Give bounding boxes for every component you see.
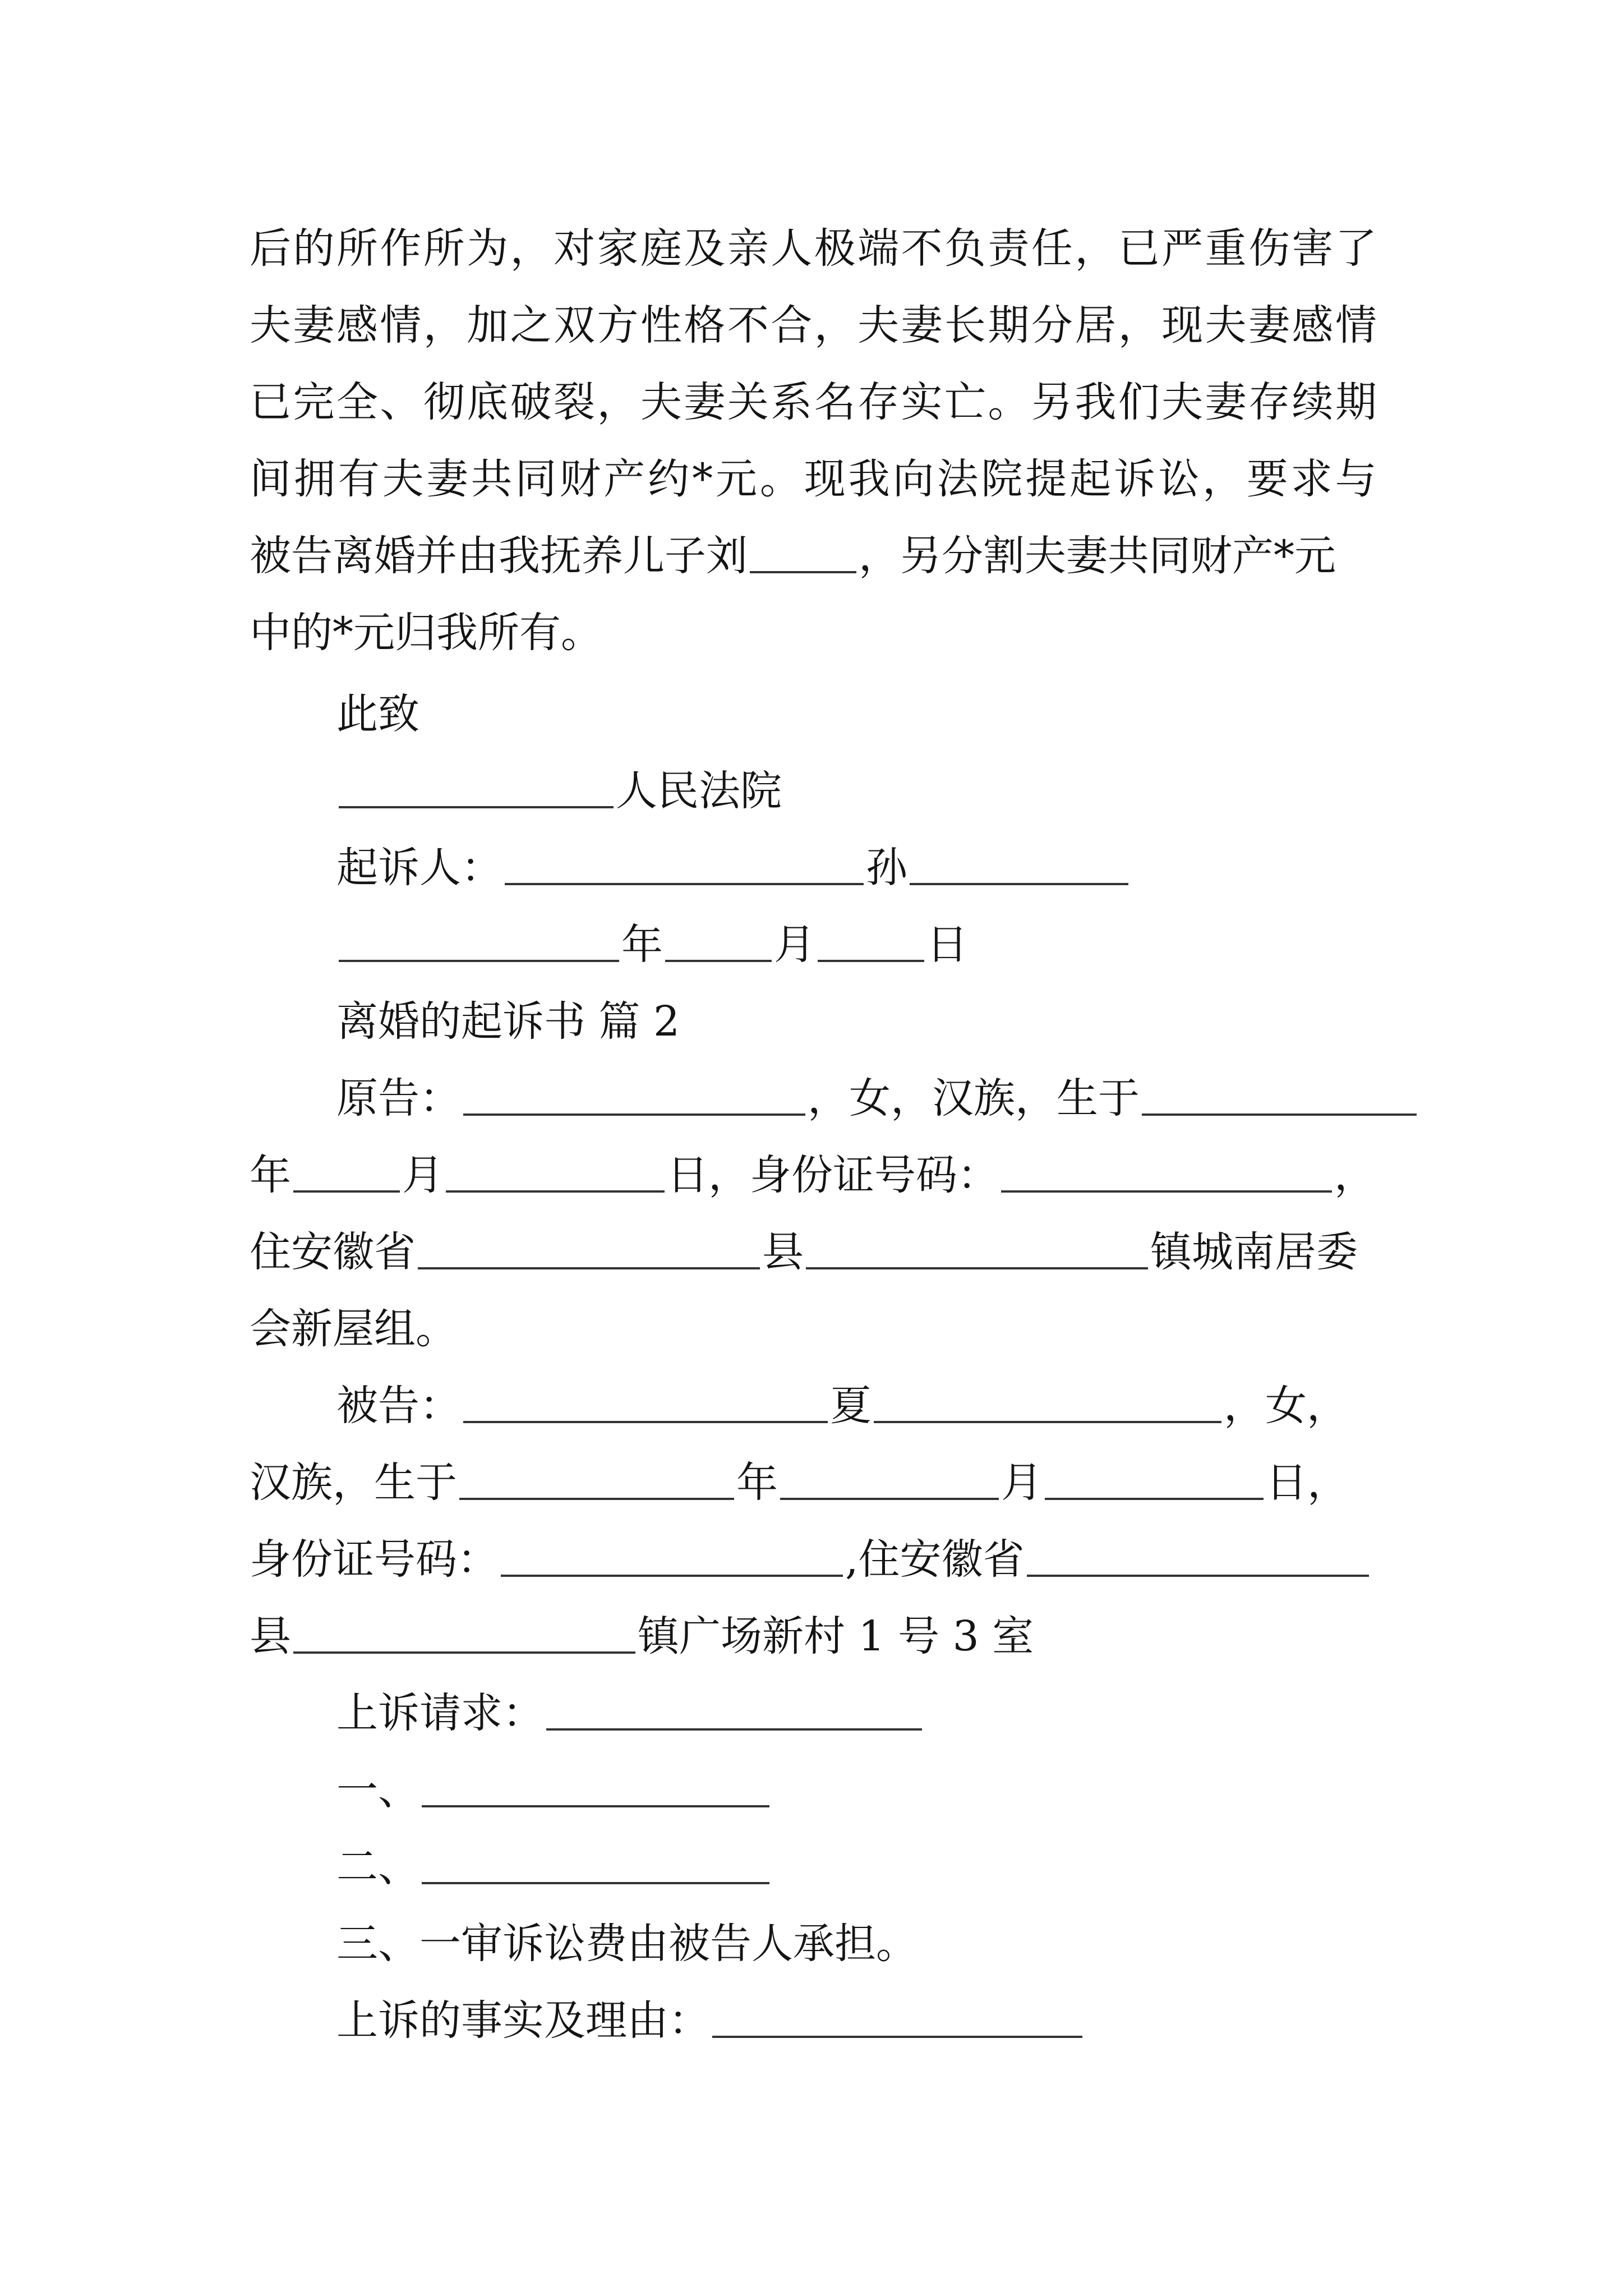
glyph: 所 (423, 224, 465, 273)
glyph: 提 (1025, 455, 1067, 503)
glyph: 约 (648, 455, 690, 503)
glyph: 财 (559, 455, 601, 503)
blank-line (874, 1421, 1221, 1423)
glyph: 情 (380, 301, 422, 349)
text: 起诉人： (336, 844, 502, 892)
blank-line (339, 960, 619, 962)
glyph: 同 (515, 455, 557, 503)
glyph: 法 (937, 455, 979, 503)
glyph: ， (1202, 455, 1244, 503)
glyph: 名 (814, 378, 856, 426)
glyph: 夫 (1161, 378, 1204, 426)
blank-line (463, 1421, 828, 1423)
glyph: 之 (510, 301, 552, 349)
glyph: ， (510, 224, 552, 273)
glyph: 系 (771, 378, 813, 426)
blank-line (459, 1498, 734, 1500)
text: ，女，汉族，生于 (808, 1074, 1140, 1122)
blank-line (446, 1190, 665, 1193)
glyph: 存 (857, 378, 900, 426)
request-item-2 (336, 1820, 772, 1891)
paragraph-line (250, 509, 1336, 580)
glyph: 裂 (554, 378, 596, 426)
glyph: ， (423, 301, 465, 349)
blank-line (293, 1190, 400, 1193)
glyph: 负 (944, 224, 986, 273)
glyph: 另 (1031, 378, 1073, 426)
glyph: 责 (988, 224, 1030, 273)
glyph: 续 (1292, 378, 1334, 426)
blank-line (910, 883, 1128, 885)
glyph: 现 (1161, 301, 1204, 349)
glyph: 有 (338, 455, 380, 503)
glyph: 们 (1118, 378, 1160, 426)
glyph: 夫 (382, 455, 424, 503)
text: 身份证号码： (250, 1535, 499, 1584)
glyph: 双 (554, 301, 596, 349)
request-item-1 (336, 1743, 772, 1814)
glyph: 分 (1031, 301, 1073, 349)
glyph: 妻 (684, 378, 726, 426)
glyph: 完 (293, 378, 335, 426)
text: 一、 (336, 1766, 419, 1814)
glyph: 共 (471, 455, 513, 503)
glyph: 妻 (901, 301, 943, 349)
glyph: 关 (727, 378, 769, 426)
glyph: 实 (901, 378, 943, 426)
salutation (336, 668, 419, 738)
blank-line (505, 883, 864, 885)
date-line (336, 898, 968, 969)
glyph: 产 (603, 455, 645, 503)
glyph: 我 (1075, 378, 1117, 426)
paragraph-line (250, 586, 602, 657)
glyph: 亲 (727, 224, 769, 273)
text: 原告： (336, 1074, 461, 1122)
glyph: 现 (804, 455, 846, 503)
blank-line (1027, 1575, 1369, 1577)
text: 月 (1001, 1458, 1043, 1507)
text: 上诉的事实及理由： (336, 1996, 710, 2045)
glyph: 居 (1075, 301, 1117, 349)
text: 后 (250, 224, 291, 273)
plaintiff-line-3 (250, 1205, 1358, 1276)
blank-line (501, 1575, 843, 1577)
text: 日， (1266, 1458, 1349, 1507)
text: 孙 (866, 844, 907, 892)
glyph: 已 (1118, 224, 1160, 273)
glyph: 破 (510, 378, 552, 426)
glyph: ， (814, 301, 856, 349)
glyph: 长 (944, 301, 986, 349)
glyph: 院 (981, 455, 1023, 503)
glyph: 人 (771, 224, 813, 273)
glyph: ， (1075, 224, 1117, 273)
text: 日，身份证号码： (667, 1151, 999, 1199)
blank-line (780, 1498, 999, 1500)
glyph: 重 (1205, 224, 1247, 273)
glyph: 向 (892, 455, 934, 503)
glyph: 感 (336, 301, 378, 349)
glyph: 的 (293, 224, 335, 273)
text: 间 (250, 455, 291, 503)
defendant-line-2 (250, 1436, 1349, 1507)
blank-line (422, 1805, 769, 1807)
glyph: 任 (1031, 224, 1073, 273)
glyph: 了 (1335, 224, 1377, 273)
glyph: ， (1118, 301, 1160, 349)
plaintiff-signature-line (336, 821, 1131, 892)
glyph: * (692, 455, 713, 503)
glyph: ， (597, 378, 639, 426)
defendant-line-1 (336, 1359, 1348, 1430)
glyph: 端 (857, 224, 900, 273)
plaintiff-line-1 (336, 1052, 1419, 1122)
glyph: 为 (467, 224, 509, 273)
text: 二、 (336, 1843, 419, 1891)
glyph: 夫 (640, 378, 682, 426)
request-item-3 (336, 1897, 917, 1968)
text: 上诉请求： (336, 1689, 544, 1737)
paragraph-line (250, 279, 1377, 349)
glyph: 全 (336, 378, 378, 426)
glyph: 及 (684, 224, 726, 273)
text: 住安徽省 (250, 1228, 416, 1276)
text: 三、一审诉讼费由被告人承担。 (336, 1920, 917, 1968)
glyph: 对 (554, 224, 596, 273)
glyph: 妻 (293, 301, 335, 349)
blank-line (1001, 1190, 1332, 1193)
blank-line (818, 960, 924, 962)
blank-line (418, 1267, 760, 1269)
glyph: 方 (597, 301, 639, 349)
glyph: 不 (727, 301, 769, 349)
glyph: 妻 (1205, 378, 1247, 426)
text: 县 (250, 1612, 291, 1660)
blank-line (546, 1728, 922, 1731)
text: 镇广场新村 1 号 3 室 (638, 1612, 1034, 1660)
glyph: 格 (684, 301, 726, 349)
glyph: 妻 (426, 455, 468, 503)
glyph: 伤 (1248, 224, 1290, 273)
blank-line (806, 1267, 1148, 1269)
text: 被告离婚并由我抚养儿子刘 (250, 532, 748, 580)
blank-line (665, 960, 772, 962)
glyph: 我 (848, 455, 890, 503)
defendant-line-3 (250, 1513, 1371, 1584)
text: 年 (250, 1151, 291, 1199)
blank-line (293, 1651, 635, 1654)
facts-and-reasons-line (336, 1974, 1085, 2045)
plaintiff-line-4 (250, 1282, 457, 1353)
glyph: 庭 (640, 224, 682, 273)
text: 月 (774, 921, 815, 969)
blank-line (1142, 1114, 1417, 1116)
text: 年 (621, 921, 663, 969)
text: 此致 (336, 690, 419, 738)
glyph: 拥 (293, 455, 335, 503)
glyph: 要 (1246, 455, 1288, 503)
glyph: 存 (1248, 378, 1290, 426)
glyph: 元 (715, 455, 757, 503)
glyph: 严 (1161, 224, 1204, 273)
blank-line (712, 2036, 1082, 2038)
text: 人民法院 (616, 767, 782, 815)
blank-line (463, 1114, 805, 1116)
glyph: 底 (467, 378, 509, 426)
glyph: 。 (988, 378, 1030, 426)
glyph: 情 (1335, 301, 1377, 349)
glyph: 与 (1335, 455, 1377, 503)
glyph: 加 (467, 301, 509, 349)
text: 中的*元归我所有。 (250, 609, 602, 657)
text: ， (1334, 1151, 1376, 1199)
paragraph-line (250, 432, 1377, 503)
blank-line (339, 806, 614, 808)
glyph: 、 (380, 378, 422, 426)
blank-line (1045, 1498, 1264, 1500)
glyph: 诉 (1114, 455, 1156, 503)
text: 夏 (830, 1382, 872, 1430)
glyph: 合 (771, 301, 813, 349)
glyph: 极 (814, 224, 856, 273)
glyph: 不 (901, 224, 943, 273)
text: 月 (402, 1151, 444, 1199)
text: 被告： (336, 1382, 461, 1430)
court-line (336, 744, 782, 815)
defendant-line-4 (250, 1590, 1034, 1660)
text: 汉族，生于 (250, 1458, 457, 1507)
glyph: 夫 (1205, 301, 1247, 349)
blank-line (422, 1882, 769, 1884)
glyph: 。 (759, 455, 801, 503)
text: 县 (762, 1228, 804, 1276)
section-heading (336, 975, 680, 1046)
appeal-request-line (336, 1667, 924, 1737)
text: 年 (736, 1458, 778, 1507)
plaintiff-line-2 (250, 1129, 1376, 1199)
text: ，女， (1224, 1382, 1348, 1430)
text: 会新屋组。 (250, 1305, 457, 1353)
glyph: 感 (1292, 301, 1334, 349)
glyph: 夫 (857, 301, 900, 349)
text: 夫 (250, 301, 291, 349)
glyph: 讼 (1158, 455, 1200, 503)
glyph: 彻 (423, 378, 465, 426)
text: 离婚的起诉书 篇 2 (336, 997, 680, 1046)
glyph: 亡 (944, 378, 986, 426)
text: 日 (926, 921, 968, 969)
glyph: 期 (988, 301, 1030, 349)
text: 已 (250, 378, 291, 426)
glyph: 妻 (1248, 301, 1290, 349)
glyph: 所 (336, 224, 378, 273)
paragraph-line (250, 356, 1377, 426)
glyph: 求 (1290, 455, 1332, 503)
glyph: 害 (1292, 224, 1334, 273)
glyph: 期 (1335, 378, 1377, 426)
paragraph-line (250, 202, 1377, 273)
glyph: 性 (640, 301, 682, 349)
text: 镇城南居委 (1150, 1228, 1358, 1276)
text: ,住安徽省 (845, 1535, 1025, 1584)
text: ，另分割夫妻共同财产*元 (859, 532, 1336, 580)
glyph: 作 (380, 224, 422, 273)
glyph: 起 (1069, 455, 1112, 503)
glyph: 家 (597, 224, 639, 273)
blank-line (750, 571, 856, 573)
